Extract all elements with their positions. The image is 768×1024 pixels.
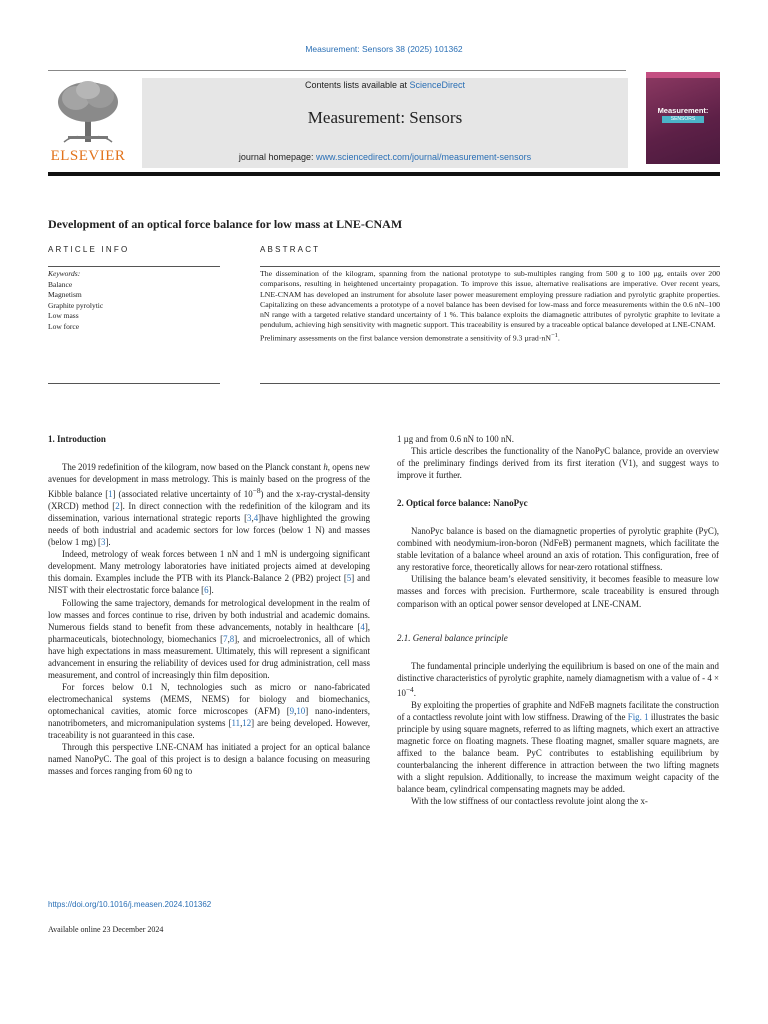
abstract-paragraph: The dissemination of the kilogram, spanning from the national prototype to sub-multiples ranging from 500 g to 100 µg, entails over 200 comparisons, resulting in heightened uncertainty propagation. To improve this issue, alternative realisations are imperative. Over recent years, LNE-CNAM has developed an instrument for absolute laser power measurement employing pressure radiation and pyrolytic graphite properties. Capitalizing on these advancements a prototype of a novel balance has been devised for low-mass and force measurements within the 0.6 nN–100 nN range with a targeted relative standard uncertainty of 1 %. This balance exploits the diamagnetic attributes of pyrolytic graphite to levitate a pendulum, achieving high sensitivity with magnetic support. This traceability is ensured by a traceable optical balance developed at LNE-CNAM.: [260, 269, 720, 330]
subsection-heading-general-principle: 2.1. General balance principle: [397, 632, 508, 643]
symbol-h: h: [323, 462, 328, 473]
doi-link[interactable]: https://doi.org/10.1016/j.measen.2024.101362: [48, 900, 212, 909]
paragraph: This article describes the functionality of the NanoPyC balance, provide an overview of the preliminary findings derived from its first iteration (V1), and suggest ways to improve it further.: [397, 446, 719, 481]
body-right-column: [397, 433, 719, 807]
section-heading-optical-force-balance: 2. Optical force balance: NanoPyc: [397, 498, 528, 509]
keyword-item: Low force: [48, 321, 80, 331]
section-heading-introduction: 1. Introduction: [48, 434, 106, 444]
paragraph: [48, 681, 370, 741]
elsevier-tree-icon: [54, 78, 122, 144]
info-rule: [48, 266, 220, 267]
text: ] and NIST with their electrostatic force balance [: [48, 573, 370, 596]
homepage-link[interactable]: www.sciencedirect.com/journal/measurement-sensors: [315, 152, 532, 162]
publisher-wordmark: ELSEVIER: [50, 148, 126, 164]
paragraph: With the low stiffness of our contactless revolute joint along the x-: [411, 796, 648, 807]
citation-link[interactable]: 1: [108, 489, 113, 500]
text: For forces below 0.1 N, technologies such as micro or nano-fabricated electromechanical systems (MEMS, NEMS) for biology and biomechanics, optomechanical cavities, atomic force microscopes (AFM) [: [48, 681, 370, 716]
text: The fundamental principle underlying the equilibrium is based on one of the main and distinctive characteristics of pyrolytic graphite, namely diamagnetism with a value of - 4 × 10: [397, 660, 719, 698]
body-left-column: [48, 433, 370, 777]
text: ,: [240, 718, 243, 728]
cover-title: Measurement:: [657, 106, 709, 115]
text: illustrates the basic principle by using square magnets, referred to as lifting magnets, which exert an attractive magnetic force on floating magnets. These floating magnet, smaller square magnets, are affixed to the balance beam. PyC contributes to establishing equilibrium by counterbalancing the inherent difference in attraction between the two lifting magnets with a slight repulsion. Additionally, to increase the maximum weight capacity of the balance beam, cylindrical compensating magnets may be added.: [397, 711, 719, 795]
keyword-item: Graphite pyrolytic: [48, 300, 104, 310]
keywords-label: Keywords:: [48, 269, 81, 278]
header-rule: [48, 70, 626, 71]
paragraph: [397, 699, 719, 795]
keyword-item: Magnetism: [48, 290, 82, 299]
citation-link[interactable]: 4: [253, 513, 259, 524]
superscript: −8: [252, 486, 261, 496]
text: ] are being developed. However, traceability is not guaranteed in this case.: [48, 718, 370, 741]
citation-link[interactable]: 7: [223, 633, 228, 644]
info-rule-bottom: [48, 383, 220, 384]
homepage-line: [142, 152, 628, 162]
paragraph: 1 µg and from 0.6 nN to 100 nN.: [397, 434, 515, 444]
abstract-text: [260, 269, 720, 344]
superscript: −4: [405, 684, 414, 694]
text: , opens new avenues for development in mass metrology. This is mainly based on the progress of the Kibble balance [: [48, 462, 371, 500]
citation-link[interactable]: 3: [247, 513, 252, 524]
text: ,: [227, 633, 230, 644]
text: ]have highlighted the growing needs of both industrial and academic sectors for low forces (below 1 N) and masses (below 1 mg) [: [48, 513, 370, 548]
text: ,: [251, 513, 254, 524]
figure-link[interactable]: Fig. 1: [627, 711, 649, 722]
citation-link[interactable]: 4: [360, 621, 365, 632]
elsevier-logo[interactable]: [48, 78, 128, 168]
paragraph: [48, 548, 370, 596]
text: Following the same trajectory, demands for metrological development in the realm of low masses and forces continue to rise, driven by both industrial and academic domains. Numerous fields stand to benefit from these advancements, notably in healthcare [: [48, 597, 370, 632]
contents-prefix: Contents lists available at: [304, 80, 410, 90]
text: ].: [208, 585, 214, 596]
abstract-heading: ABSTRACT: [260, 245, 321, 254]
abstract-paragraph: [260, 331, 720, 344]
homepage-label: journal homepage:: [238, 152, 316, 162]
header-thick-rule: [48, 172, 720, 176]
journal-title: Measurement: Sensors: [307, 108, 463, 127]
text: ] (associated relative uncertainty of 10: [112, 489, 253, 500]
citation-link[interactable]: 5: [346, 573, 352, 584]
article-info-heading: ARTICLE INFO: [48, 245, 130, 254]
citation-link[interactable]: 3: [101, 537, 106, 548]
citation-link[interactable]: 8: [229, 633, 235, 644]
text: Indeed, metrology of weak forces between 1 nN and 1 mN is undergoing significant development. Many metrology laboratories have initiated projects aimed at developing this domain. Examples include the PTB with its Planck-Balance 2 (PB2) project [: [48, 549, 370, 584]
paragraph: Utilising the balance beam’s elevated sensitivity, it becomes feasible to measure low masses and forces with precision. Furthermore, scale traceability is ensured through comparison with an optical power sensor developed at LNE-CNAM.: [397, 574, 719, 609]
text: ,: [294, 705, 297, 716]
text: .: [413, 687, 416, 698]
citation-link[interactable]: 9: [289, 705, 295, 716]
text: ]. In direct connection with the redefinition of the kilogram and its dissemination, various international strategic reports [: [48, 501, 370, 524]
superscript: −1: [550, 331, 558, 339]
journal-reference-text[interactable]: Measurement: Sensors 38 (2025) 101362: [305, 44, 463, 54]
paragraph: NanoPyc balance is based on the diamagnetic properties of pyrolytic graphite (PyC), combined with neodymium-iron-boron (NdFeB) permanent magnets, which facilitate the stable levitation of a balance wheel around an axis of rotation. This configuration, free of any restorative force, theoretically allows for near-zero rotational stiffness.: [397, 526, 719, 573]
keyword-item: Balance: [48, 279, 73, 289]
citation-link[interactable]: 10: [296, 705, 306, 716]
punctuation: .: [557, 333, 560, 343]
contents-line: [142, 80, 628, 90]
journal-reference-link[interactable]: [0, 44, 768, 54]
abstract-sentence: Preliminary assessments on the first balance version demonstrate a sensitivity of 9.3 µrad·nN: [260, 333, 551, 343]
cover-band: [646, 72, 720, 78]
abstract-rule-bottom: [260, 383, 720, 384]
text: ].: [105, 537, 111, 548]
paragraph: Through this perspective LNE-CNAM has initiated a project for an optical balance named NanoPyC. The goal of this project is to design a balance focusing on measuring masses and forces ranging from 60 ng to: [48, 742, 370, 777]
citation-link[interactable]: 12: [242, 718, 252, 728]
text: By exploiting the properties of graphite and NdFeB magnets facilitate the construction of a contactless revolute joint with low stiffness. Drawing of the: [397, 699, 719, 722]
journal-banner: [142, 78, 628, 168]
article-title: Development of an optical force balance for low mass at LNE-CNAM: [48, 217, 403, 231]
text: ], pharmaceuticals, biotechnology, biomechanics [: [48, 621, 370, 644]
paragraph: [397, 660, 719, 699]
text: ], and microelectronics, all of which have high expectations in mass measurement. Ultimately, this will represent a significant advancement in ensuring the reliability of devices used for drug administration, cell mass measurement, and control of increasingly thin film deposition.: [48, 633, 370, 680]
paragraph: [48, 597, 370, 681]
abstract-rule: [260, 266, 720, 267]
text: ] nano-indenters, nanotribometers, and micromanipulation systems [: [48, 705, 370, 728]
available-online-date: Available online 23 December 2024: [48, 925, 164, 934]
citation-link[interactable]: 11: [231, 718, 241, 728]
sciencedirect-link[interactable]: ScienceDirect: [409, 80, 466, 90]
text: ) and the x-ray-crystal-density (XRCD) method [: [48, 489, 370, 512]
keywords-block: [48, 269, 220, 332]
citation-link[interactable]: 2: [115, 501, 120, 512]
journal-cover-image[interactable]: [646, 72, 720, 164]
paragraph: [48, 461, 370, 548]
text: The 2019 redefinition of the kilogram, now based on the Planck constant: [62, 462, 324, 473]
citation-link[interactable]: 6: [204, 585, 209, 596]
cover-subtitle: SENSORS: [662, 116, 704, 123]
keyword-item: Low mass: [48, 311, 79, 320]
